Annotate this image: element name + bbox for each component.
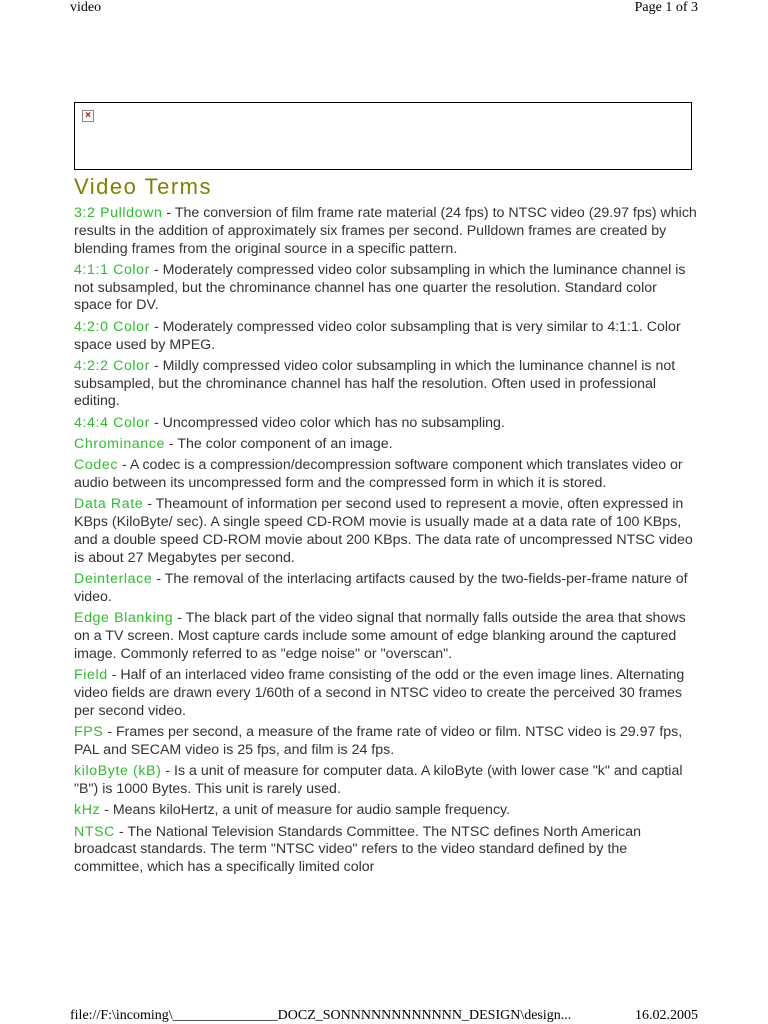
glossary-definition: Half of an interlaced video frame consisting of the odd or the even image lines. Alternating video fields are drawn every 1/60th of a second in NTSC video to create the perceived 30 frames per second video.	[74, 667, 685, 719]
glossary-definition: Uncompressed video color which has no subsampling.	[162, 414, 505, 431]
glossary-entry: kiloByte (kB) - Is a unit of measure for computer data. A kiloByte (with lower case "k" and captial "B") is 1000 Bytes. This unit is rarely used.	[74, 763, 683, 797]
glossary-definition: Moderately compressed video color subsampling in which the luminance channel is not subsampled, but the chrominance channel has one quarter the resolution. Standard color space for DV.	[74, 261, 686, 314]
file-path: file://F:\incoming\_______________DOCZ_SONNNNNNNNNNNN_DESIGN\design...	[70, 1008, 572, 1023]
glossary-definition: A codec is a compression/decompression software component which translates video or audio between its uncompressed form and the compressed form in which it is stored.	[74, 457, 683, 492]
print-footer	[70, 1002, 698, 1024]
glossary-entry: 4:2:0 Color - Moderately compressed video color subsampling that is very similar to 4:1:1. Color space used by MPEG.	[74, 318, 681, 353]
glossary-term: 4:4:4 Color	[74, 414, 150, 431]
broken-image-icon: ×	[82, 110, 94, 122]
glossary-entry: Deinterlace - The removal of the interlacing artifacts caused by the two-fields-per-frame nature of video.	[74, 571, 688, 605]
glossary-entry: 4:1:1 Color - Moderately compressed video color subsampling in which the luminance channel is not subsampled, but the chrominance channel has one quarter the resolution. Standard color space for DV.	[74, 261, 686, 314]
glossary-entry: Chrominance - The color component of an image.	[74, 436, 393, 453]
glossary-definition: Frames per second, a measure of the frame rate of video or film. NTSC video is 29.97 fps, PAL and SECAM video is 25 fps, and film is 24 fps.	[74, 724, 683, 758]
glossary-definition: Is a unit of measure for computer data. A kiloByte (with lower case "k" and captial "B") is 1000 Bytes. This unit is rarely used.	[74, 763, 683, 797]
glossary-term: 4:1:1 Color	[74, 261, 150, 278]
header-title: video	[70, 0, 102, 15]
glossary-term: Chrominance	[74, 436, 165, 453]
glossary-entry: kHz - Means kiloHertz, a unit of measure for audio sample frequency.	[74, 802, 511, 819]
print-header	[70, 0, 698, 20]
glossary-term: Deinterlace	[74, 571, 153, 588]
glossary-term: Codec	[74, 457, 119, 474]
glossary-entry: Field - Half of an interlaced video frame consisting of the odd or the even image lines. Alternating video fields are drawn every 1/60th of a second in NTSC video to create the perceived 30 frames per second video.	[74, 667, 685, 719]
glossary-entry: Codec - A codec is a compression/decompression software component which translates video or audio between its uncompressed form and the compressed form in which it is stored.	[74, 457, 683, 492]
glossary-definition: The removal of the interlacing artifacts caused by the two-fields-per-frame nature of video.	[74, 571, 688, 605]
glossary-entry: Data Rate - Theamount of information per second used to represent a movie, often expressed in KBps (KiloByte/ sec). A single speed CD-ROM movie is usually made at a data rate of 100 KBps, and a double speed CD-ROM movie about 200 KBps. The data rate of uncompressed NTSC video is about 27 Megabytes per second.	[74, 496, 693, 566]
glossary-definition: Means kiloHertz, a unit of measure for audio sample frequency.	[112, 802, 511, 819]
glossary-definition: Theamount of information per second used to represent a movie, often expressed in KBps (KiloByte/ sec). A single speed CD-ROM movie is usually made at a data rate of 100 KBps, and a double speed CD-ROM movie about 200 KBps. The data rate of uncompressed NTSC video is about 27 Megabytes per second.	[74, 496, 693, 566]
print-date: 16.02.2005	[635, 1008, 698, 1023]
glossary-list	[74, 205, 698, 880]
glossary-definition: Moderately compressed video color subsampling that is very similar to 4:1:1. Color space used by MPEG.	[74, 318, 681, 353]
glossary-term: Data Rate	[74, 496, 144, 513]
page-counter: Page 1 of 3	[634, 0, 698, 15]
glossary-entry: Edge Blanking - The black part of the video signal that normally falls outside the area that shows on a TV screen. Most capture cards include some amount of edge blanking around the captured image. Commonly referred to as "edge noise" or "overscan".	[74, 610, 686, 662]
glossary-entry: 4:2:2 Color - Mildly compressed video color subsampling in which the luminance channel is not subsampled, but the chrominance channel has half the resolution. Often used in professional editing.	[74, 357, 676, 410]
glossary-definition: The black part of the video signal that normally falls outside the area that shows on a TV screen. Most capture cards include some amount of edge blanking around the captured image. Commonly referred to as "edge noise" or "overscan".	[74, 610, 686, 662]
glossary-term: 3:2 Pulldown	[74, 205, 163, 221]
glossary-entry: 4:4:4 Color - Uncompressed video color which has no subsampling.	[74, 414, 505, 431]
glossary-definition: Mildly compressed video color subsampling in which the luminance channel is not subsampled, but the chrominance channel has half the resolution. Often used in professional editing.	[74, 357, 676, 410]
banner-image-frame	[74, 102, 692, 170]
glossary-entry: NTSC - The National Television Standards Committee. The NTSC defines North American broadcast standards. The term "NTSC video" refers to the video standard defined by the committee, which has a specifically limited color	[74, 823, 642, 876]
glossary-term: NTSC	[74, 823, 116, 840]
glossary-term: Edge Blanking	[74, 610, 174, 627]
glossary-definition: The National Television Standards Committee. The NTSC defines North American broadcast standards. The term "NTSC video" refers to the video standard defined by the committee, which has a specifically limited color	[74, 823, 642, 876]
glossary-term: 4:2:2 Color	[74, 357, 150, 374]
glossary-term: FPS	[74, 724, 104, 741]
glossary-definition: The conversion of film frame rate material (24 fps) to NTSC video (29.97 fps) which results in the addition of approximately six frames per second. Pulldown frames are created by blending frames from the original source in a specific pattern.	[74, 205, 697, 257]
page-title: Video Terms	[74, 174, 212, 199]
glossary-term: 4:2:0 Color	[74, 318, 150, 335]
glossary-term: Field	[74, 667, 108, 684]
glossary-definition: The color component of an image.	[177, 436, 393, 453]
glossary-term: kHz	[74, 802, 101, 819]
glossary-entry: 3:2 Pulldown - The conversion of film frame rate material (24 fps) to NTSC video (29.97 fps) which results in the addition of approximately six frames per second. Pulldown frames are created by blending frames from the original source in a specific pattern.	[74, 205, 697, 257]
glossary-entry: FPS - Frames per second, a measure of the frame rate of video or film. NTSC video is 29.97 fps, PAL and SECAM video is 25 fps, and film is 24 fps.	[74, 724, 683, 758]
glossary-term: kiloByte (kB)	[74, 763, 162, 780]
